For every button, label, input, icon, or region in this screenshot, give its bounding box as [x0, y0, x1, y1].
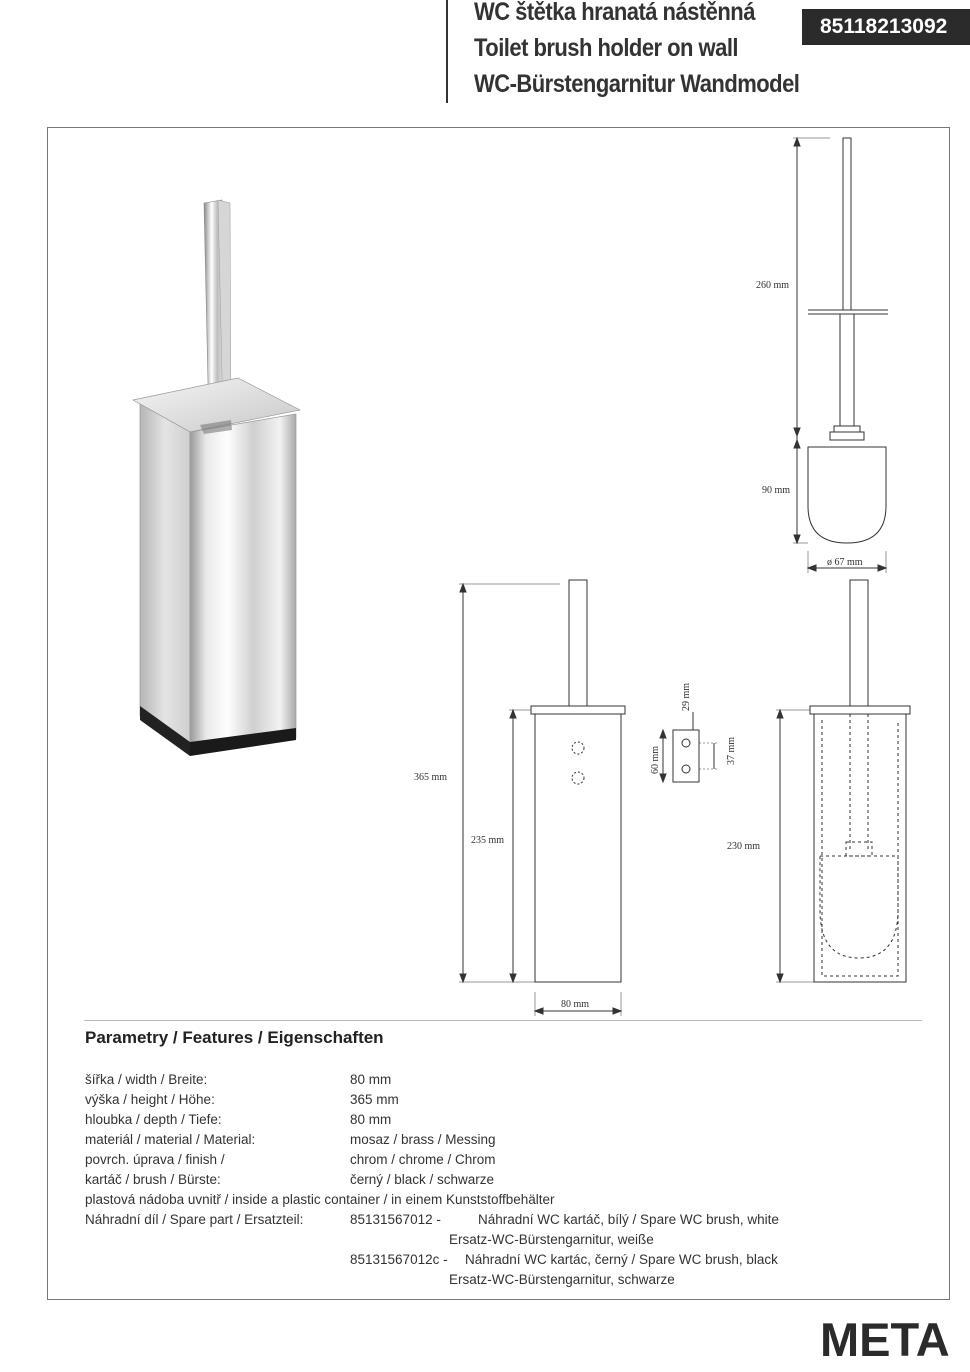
spec-value-brush: černý / black / schwarze — [350, 1172, 495, 1187]
spec-label-width: šířka / width / Breite: — [85, 1072, 208, 1087]
spec-value-height: 365 mm — [350, 1092, 399, 1107]
spare-part-code-black: 85131567012c - — [350, 1252, 448, 1267]
spec-label-height: výška / height / Höhe: — [85, 1092, 215, 1107]
spec-label-finish: povrch. úprava / finish / — [85, 1152, 225, 1167]
dim-brush-height: 260 mm — [756, 280, 790, 291]
spec-label-depth: hloubka / depth / Tiefe: — [85, 1112, 222, 1127]
dim-bracket-height: 60 mm — [650, 745, 661, 774]
holder-front-view — [459, 580, 625, 1016]
spare-part-desc2-black: Ersatz-WC-Bürstengarnitur, schwarze — [449, 1272, 675, 1287]
dim-total-height: 365 mm — [414, 772, 448, 783]
spare-part-code-white: 85131567012 - — [350, 1212, 441, 1227]
dim-bracket-top: 29 mm — [681, 682, 692, 711]
spare-part-desc-white: Náhradní WC kartáč, bílý / Spare WC brush, white — [478, 1212, 779, 1227]
dim-brush-diameter: ø 67 mm — [827, 557, 863, 568]
spec-value-finish: chrom / chrome / Chrom — [350, 1152, 496, 1167]
features-heading: Parametry / Features / Eigenschaften — [85, 1028, 384, 1047]
spec-value-material: mosaz / brass / Messing — [350, 1132, 496, 1147]
product-photo — [133, 200, 300, 756]
title-german: WC-Bürstengarnitur Wandmodel — [474, 70, 800, 98]
spare-part-desc2-white: Ersatz-WC-Bürstengarnitur, weiße — [449, 1232, 654, 1247]
spec-label-brush: kartáč / brush / Bürste: — [85, 1172, 221, 1187]
holder-section-view — [776, 580, 910, 982]
spec-label-material: materiál / material / Material: — [85, 1132, 256, 1147]
wall-bracket-drawing — [660, 712, 718, 782]
spec-value-width: 80 mm — [350, 1072, 392, 1087]
dim-bracket-holes: 37 mm — [726, 736, 737, 765]
dim-brush-head: 90 mm — [762, 485, 791, 496]
spare-part-desc-black: Náhradní WC kartác, černý / Spare WC brush, black — [465, 1252, 778, 1267]
spare-part-label: Náhradní díl / Spare part / Ersatzteil: — [85, 1212, 304, 1227]
container-note: plastová nádoba uvnitř / inside a plastic container / in einem Kunststoffbehälter — [85, 1192, 555, 1207]
dim-inner-height: 230 mm — [727, 841, 761, 852]
title-english: Toilet brush holder on wall — [474, 34, 739, 62]
brush-drawing — [793, 138, 888, 573]
features-separator — [84, 1020, 922, 1021]
title-czech: WC štětka hranatá nástěnná — [474, 0, 755, 26]
spec-value-depth: 80 mm — [350, 1112, 392, 1127]
dim-width: 80 mm — [561, 999, 590, 1010]
brand-logo: META — [820, 1313, 950, 1366]
product-code-badge: 85118213092 — [802, 9, 970, 45]
dim-body-height: 235 mm — [471, 835, 505, 846]
